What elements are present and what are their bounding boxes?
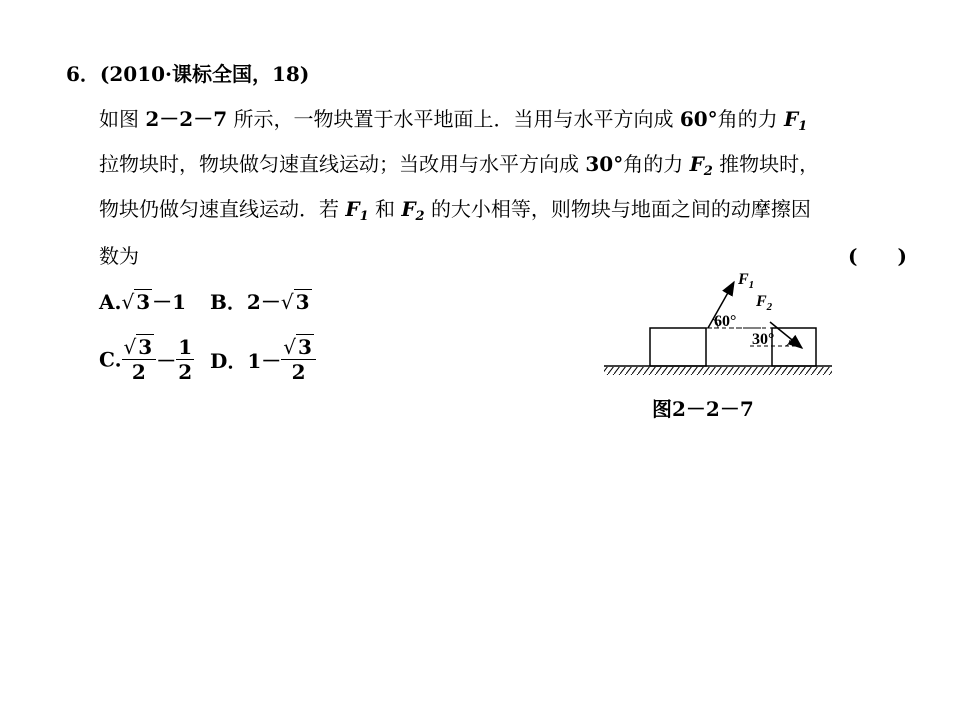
angle-60-label: 60° <box>714 313 737 330</box>
angle-30-label: 30° <box>752 331 775 348</box>
block-right <box>772 328 816 366</box>
angle-60: 60° <box>679 107 718 131</box>
ground-hatch <box>604 367 832 375</box>
answer-blank: ( ) <box>848 244 907 268</box>
text-segment: 数为 <box>99 244 139 268</box>
f2-label: $F_2$ <box>756 293 773 313</box>
sqrt: √ 3 <box>280 290 310 314</box>
text-segment: 物块仍做匀速直线运动．若 <box>99 197 339 221</box>
question-header <box>66 58 309 87</box>
question-number: 6． <box>66 62 100 86</box>
option-b-pre: 2－ <box>246 290 281 314</box>
text-segment: 的大小相等，则物块与地面之间的动摩擦因 <box>430 197 811 221</box>
text-segment: 拉物块时，物块做匀速直线运动；当改用与水平方向成 <box>99 152 579 176</box>
figure-caption: 图2－2－7 <box>652 397 754 421</box>
option-d <box>210 335 316 384</box>
option-a-label: A. <box>99 290 122 314</box>
question-line-2 <box>99 148 819 179</box>
text-segment: 推物块时， <box>719 152 820 176</box>
option-c <box>99 335 194 384</box>
text-segment: 和 <box>374 197 395 221</box>
force-f1: $F_1$ <box>345 197 369 224</box>
option-a <box>99 286 186 315</box>
question-line-1 <box>99 103 807 134</box>
text-segment: 角的力 <box>623 152 684 176</box>
text-segment: 所示，一物块置于水平地面上．当用与水平方向成 <box>233 107 674 131</box>
figure-ref: 2－2－7 <box>145 107 228 131</box>
question-line-4 <box>99 240 139 269</box>
question-line-3 <box>99 193 811 224</box>
text-segment: 如图 <box>99 107 139 131</box>
option-a-rest: －1 <box>152 290 187 314</box>
angle-30: 30° <box>585 152 624 176</box>
f1-label: $F_1$ <box>738 271 755 291</box>
block-left <box>650 328 706 366</box>
angle-arc-30 <box>786 340 790 346</box>
question-source: (2010·课标全国，18) <box>99 62 310 86</box>
fraction: $\frac{√ 3}{2}$ <box>122 335 157 384</box>
sqrt: √ 3 <box>121 290 151 314</box>
force-f1: $F_1$ <box>784 107 808 134</box>
force-f2: $F_2$ <box>401 197 425 224</box>
fraction: $\frac{√ 3}{2}$ <box>281 335 316 384</box>
option-b-label: B． <box>210 290 247 314</box>
option-d-pre: 1－ <box>247 349 282 373</box>
option-d-label: D． <box>210 349 248 373</box>
f2-arrow <box>770 322 802 348</box>
text-segment: 角的力 <box>717 107 778 131</box>
option-c-label: C. <box>99 347 122 372</box>
force-f2: $F_2$ <box>689 152 713 179</box>
minus-sign: － <box>156 349 177 373</box>
fraction: $\frac{1}{2}$ <box>178 335 193 384</box>
option-b <box>210 286 312 315</box>
